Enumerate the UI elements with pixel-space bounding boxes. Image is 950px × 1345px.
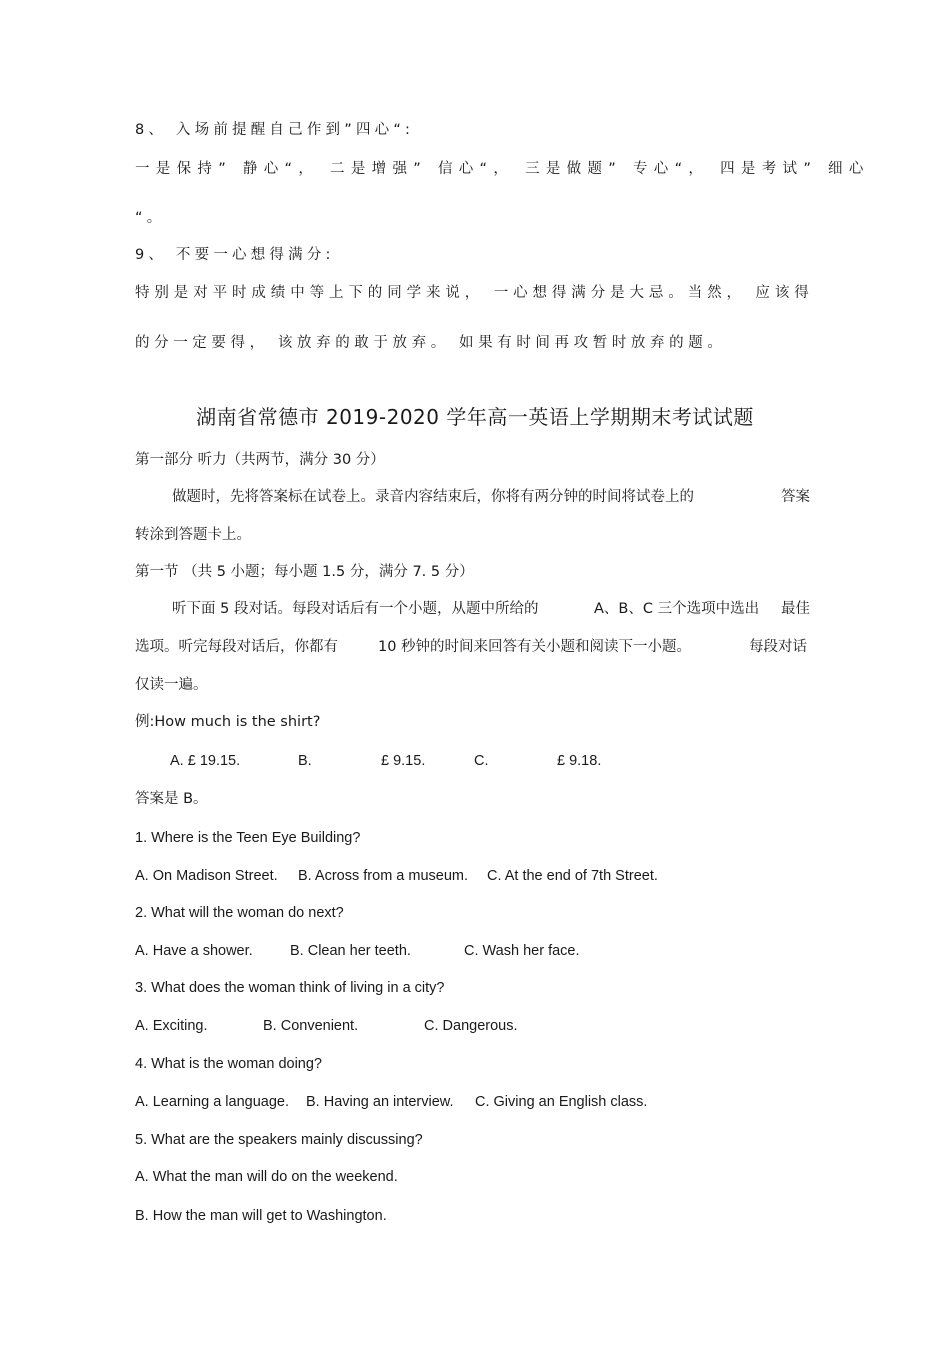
section1-line1: 听下面 5 段对话。每段对话后有一个小题，从题中所给的 <box>172 601 539 617</box>
instruction-line1: 做题时，先将答案标在试卷上。录音内容结束后，你将有两分钟的时间将试卷上的 <box>172 489 694 505</box>
instruction-line2: 转涂到答题卡上。 <box>135 527 251 543</box>
question-3: 3. What does the woman think of living in a city? <box>135 980 445 996</box>
example-option-a: A. £ 19.15. <box>170 753 241 769</box>
tip9-line1: 特别是对平时成绩中等上下的同学来说， 一心想得满分是大忌。当然， 应该得 <box>135 285 814 301</box>
part1-heading: 第一部分 听力（共两节，满分 30 分） <box>135 452 385 468</box>
q4-option-c: C. Giving an English class. <box>475 1094 648 1110</box>
section1-line1-end: 最佳 <box>781 601 810 617</box>
q2-option-b: B. Clean her teeth. <box>290 943 411 959</box>
tip8-line1: 一是保持” 静心“， 二是增强” 信心“， 三是做题” 专心“， 四是考试” 细心 <box>135 161 870 177</box>
section1-line1-mid: A、B、C 三个选项中选出 <box>594 601 760 617</box>
q1-option-b: B. Across from a museum. <box>298 868 469 884</box>
question-2: 2. What will the woman do next? <box>135 905 344 921</box>
instruction-line1-end: 答案 <box>781 489 810 505</box>
example-answer: 答案是 B。 <box>135 791 208 807</box>
q1-option-c: C. At the end of 7th Street. <box>487 868 658 884</box>
q2-option-a: A. Have a shower. <box>135 943 253 959</box>
tip9-heading: 9、 不要一心想得满分: <box>135 247 335 263</box>
question-1: 1. Where is the Teen Eye Building? <box>135 830 361 846</box>
tip8-line2: “。 <box>135 210 166 226</box>
example-option-c-label: C. <box>474 753 489 769</box>
section1-line2: 选项。听完每段对话后，你都有 <box>135 639 338 655</box>
exam-title: 湖南省常德市 2019-2020 学年高一英语上学期期末考试试题 <box>196 405 754 429</box>
example-option-b-label: B. <box>298 753 312 769</box>
question-5: 5. What are the speakers mainly discussing? <box>135 1132 423 1148</box>
section1-heading: 第一节 （共 5 小题；每小题 1.5 分，满分 7. 5 分） <box>135 564 474 580</box>
q5-option-a: A. What the man will do on the weekend. <box>135 1169 398 1185</box>
q5-option-b: B. How the man will get to Washington. <box>135 1208 387 1224</box>
q4-option-b: B. Having an interview. <box>306 1094 454 1110</box>
section1-line3: 仅读一遍。 <box>135 677 208 693</box>
example-question: 例:How much is the shirt? <box>135 714 321 730</box>
q3-option-a: A. Exciting. <box>135 1018 208 1034</box>
q2-option-c: C. Wash her face. <box>464 943 580 959</box>
section1-line2-mid: 10 秒钟的时间来回答有关小题和阅读下一小题。 <box>378 639 692 655</box>
q3-option-b: B. Convenient. <box>263 1018 359 1034</box>
section1-line2-end: 每段对话 <box>749 639 807 655</box>
q3-option-c: C. Dangerous. <box>424 1018 518 1034</box>
tip9-line2: 的分一定要得， 该放弃的敢于放弃。 如果有时间再攻暂时放弃的题。 <box>135 335 727 351</box>
example-option-c-value: £ 9.18. <box>557 753 602 769</box>
example-option-b-value: £ 9.15. <box>381 753 426 769</box>
tip8-heading: 8、 入场前提醒自己作到”四心“: <box>135 122 415 138</box>
question-4: 4. What is the woman doing? <box>135 1056 322 1072</box>
q1-option-a: A. On Madison Street. <box>135 868 278 884</box>
q4-option-a: A. Learning a language. <box>135 1094 289 1110</box>
